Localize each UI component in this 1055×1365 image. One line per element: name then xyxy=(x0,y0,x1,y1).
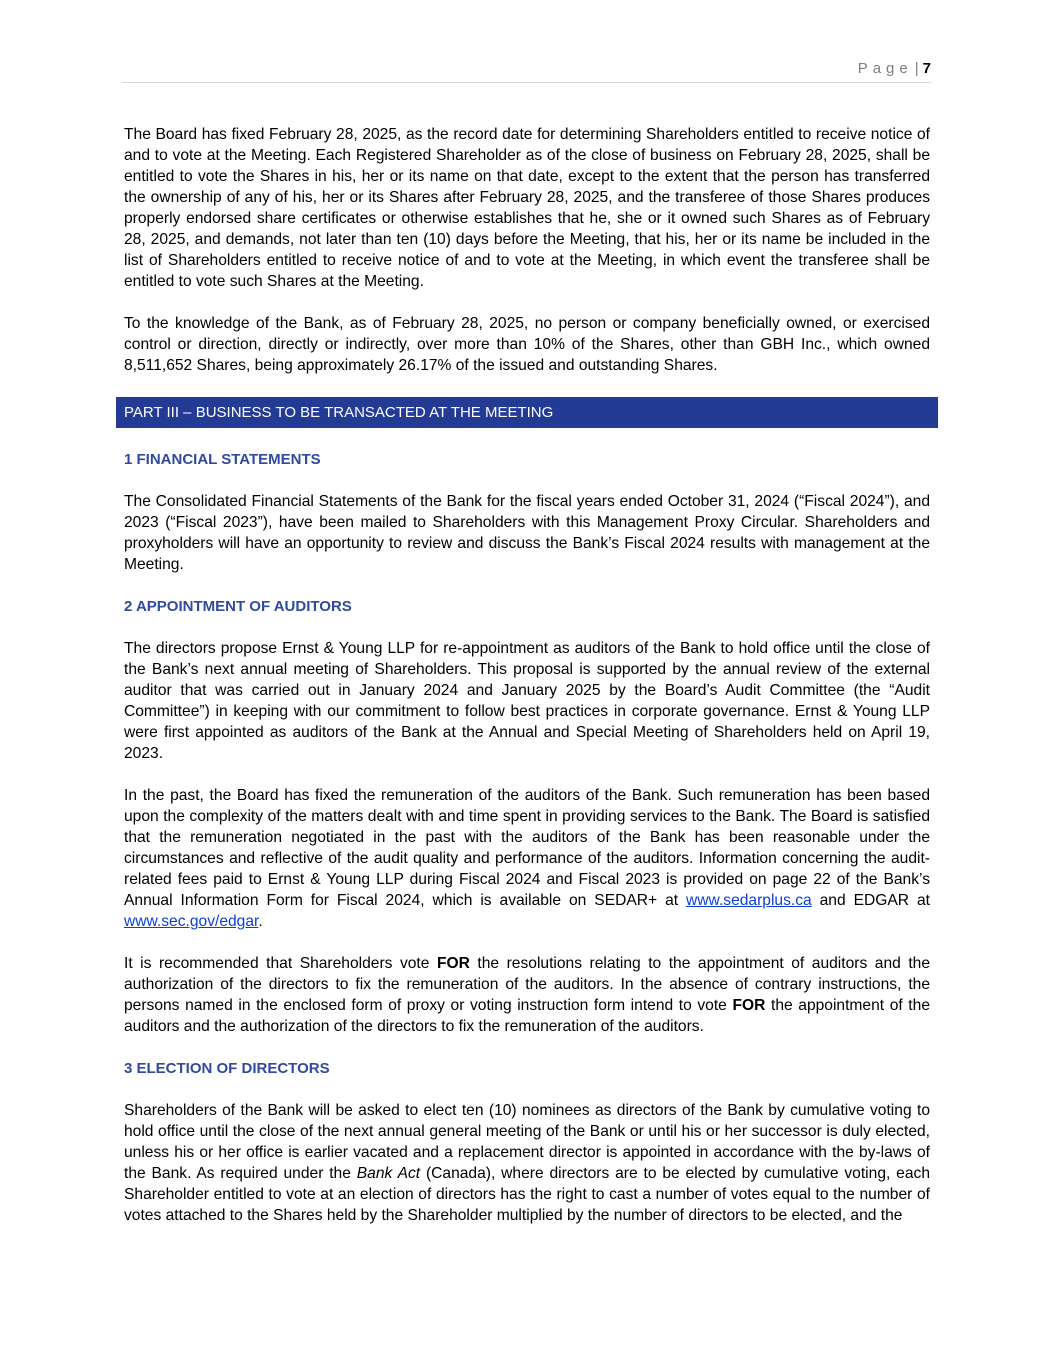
appointment-of-auditors-heading: 2 APPOINTMENT OF AUDITORS xyxy=(124,598,352,615)
document-body xyxy=(124,124,930,1247)
auditors-remuneration-paragraph xyxy=(124,785,930,932)
auditors-recommendation-paragraph xyxy=(124,953,930,1037)
auditors-proposal-paragraph: The directors propose Ernst & Young LLP for re-appointment as auditors of the Bank to hold office until the close of the Bank’s next annual meeting of Shareholders. This proposal is supported by the annual review of the external auditor that was carried out in January 2024 and January 2025 by the Board’s Audit Committee (the “Audit Committee”) in keeping with our commitment to follow best practices in corporate governance. Ernst & Young LLP were first appointed as auditors of the Bank at the Annual and Special Meeting of Shareholders held on April 19, 2023. xyxy=(124,640,930,762)
page-header xyxy=(122,60,931,83)
election-text-b: (Canada), where directors are to be elected by cumulative voting, each Shareholder entitled to vote at an election of directors has the right to cast a number of votes equal to the number of votes attached to the Shares held by the Shareholder multiplied by the number of directors to be elected, and the xyxy=(124,1165,930,1224)
election-of-directors-heading: 3 ELECTION OF DIRECTORS xyxy=(124,1060,330,1077)
page-separator: | xyxy=(914,60,919,77)
ownership-paragraph: To the knowledge of the Bank, as of February 28, 2025, no person or company beneficially owned, or exercised control or direction, directly or indirectly, over more than 10% of the Shares, other than GBH Inc., which owned 8,511,652 Shares, being approximately 26.17% of the issued and outstanding Shares. xyxy=(124,315,930,374)
financial-statements-heading: 1 FINANCIAL STATEMENTS xyxy=(124,451,321,468)
sedarplus-link[interactable]: www.sedarplus.ca xyxy=(686,892,812,909)
remuneration-text: In the past, the Board has fixed the remuneration of the auditors of the Bank. Such remuneration has been based upon the complexity of the matters dealt with and time spent in providing services to the Bank. The Board is satisfied that the remuneration negotiated in the past with the auditors of the Bank has been reasonable under the circumstances and reflective of the audit quality and performance of the auditors. Information concerning the audit-related fees paid to Ernst & Young LLP during Fiscal 2024 and Fiscal 2023 is provided on page 22 of the Bank’s Annual Information Form for Fiscal 2024, which is available on SEDAR+ at xyxy=(124,787,930,909)
record-date-paragraph: The Board has fixed February 28, 2025, as the record date for determining Shareholders entitled to receive notice of and to vote at the Meeting. Each Registered Shareholder as of the close of business on February 28, 2025, shall be entitled to vote the Shares in his, her or its name on that date, except to the extent that the person has transferred the ownership of any of his, her or its Shares after February 28, 2025, and the transferee of those Shares produces properly endorsed share certificates or otherwise establishes that he, she or it owned such Shares as of February 28, 2025, and demands, not later than ten (10) days before the Meeting, that his, her or its name be included in the list of Shareholders entitled to receive notice of and to vote at the Meeting, in which event the transferee shall be entitled to vote such Shares at the Meeting. xyxy=(124,126,930,290)
election-text-a: Shareholders of the Bank will be asked to elect ten (10) nominees as directors of the Bank by cumulative voting to hold office until the close of the next annual general meeting of the Bank or until his or her successor is duly elected, unless his or her office is earlier vacated and a replacement director is appointed in accordance with the by-laws of the Bank. As required under the xyxy=(124,1102,930,1182)
recommendation-text-c: the appointment of the auditors and the authorization of the directors to fix the remuneration of the auditors. xyxy=(124,997,930,1035)
for-emphasis: FOR xyxy=(436,955,470,972)
remuneration-mid-text: and EDGAR at xyxy=(811,892,930,909)
remuneration-end-text: . xyxy=(258,913,263,930)
for-emphasis-2: FOR xyxy=(732,997,766,1014)
recommendation-text-a: It is recommended that Shareholders vote xyxy=(124,955,437,972)
sec-edgar-link[interactable]: www.sec.gov/edgar xyxy=(124,913,259,930)
bank-act-title: Bank Act xyxy=(356,1165,421,1182)
election-paragraph xyxy=(124,1100,930,1226)
financial-statements-paragraph: The Consolidated Financial Statements of the Bank for the fiscal years ended October 31, 2024 (“Fiscal 2024”), and 2023 (“Fiscal 2023”), have been mailed to Shareholders with this Management Proxy Circular. Shareholders and proxyholders will have an opportunity to review and discuss the Bank’s Fiscal 2024 results with management at the Meeting. xyxy=(124,493,930,573)
part-three-banner: PART III – BUSINESS TO BE TRANSACTED AT THE MEETING xyxy=(116,397,938,428)
recommendation-text-b: the resolutions relating to the appointment of auditors and the authorization of the directors to fix the remuneration of the auditors. In the absence of contrary instructions, the persons named in the enclosed form of proxy or voting instruction form intend to vote xyxy=(124,955,930,1014)
page-label: Page xyxy=(857,60,913,77)
page-number: 7 xyxy=(922,60,931,77)
